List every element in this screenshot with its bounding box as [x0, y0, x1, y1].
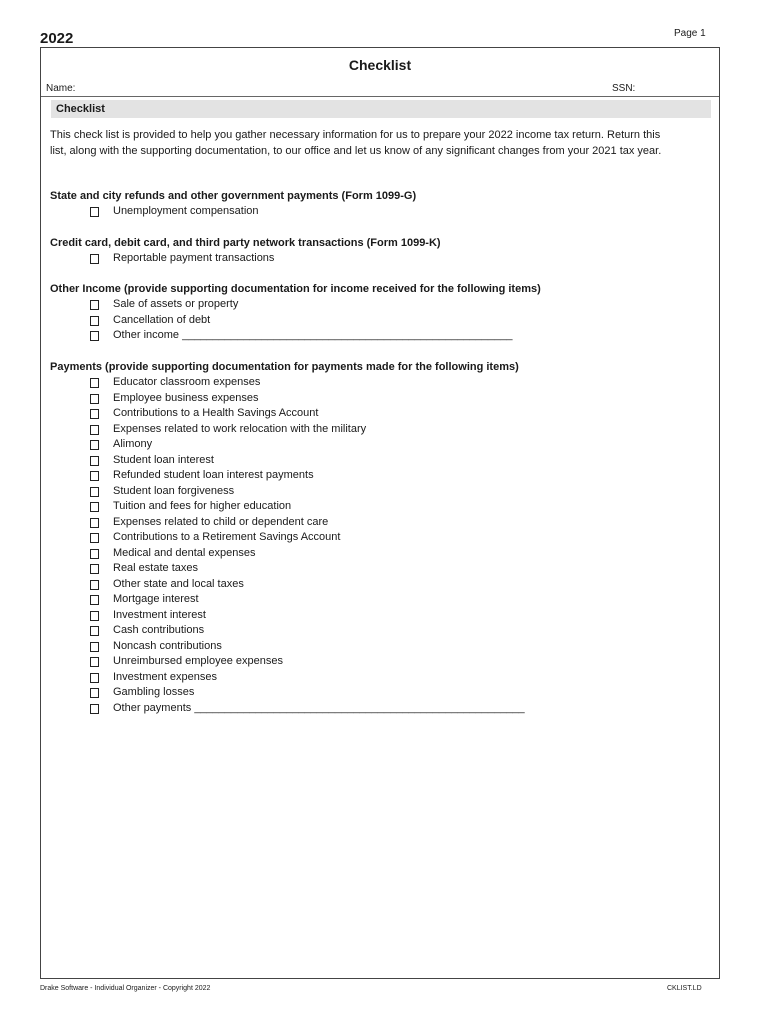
item-label: Expenses related to child or dependent care: [113, 515, 329, 528]
item-label: Medical and dental expenses: [113, 546, 256, 559]
checkbox[interactable]: [90, 580, 99, 590]
section-heading: Checklist: [51, 100, 711, 118]
item-label: Gambling losses: [113, 686, 195, 698]
checkbox[interactable]: [90, 518, 99, 528]
checkbox[interactable]: [90, 471, 99, 481]
checklist-item: [50, 422, 519, 438]
group-heading: Other Income (provide supporting documentation for income received for the following items): [50, 283, 541, 295]
item-label: Contributions to a Retirement Savings Account: [113, 531, 341, 543]
ssn-label: SSN:: [612, 83, 636, 94]
form-title: Checklist: [348, 57, 412, 73]
checkbox[interactable]: [90, 425, 99, 435]
year-label: 2022: [40, 30, 74, 47]
checklist-item: [50, 685, 519, 701]
checkbox[interactable]: [90, 642, 99, 652]
checkbox[interactable]: [90, 549, 99, 559]
item-label: Alimony: [113, 438, 153, 450]
item-label: Noncash contributions: [113, 639, 222, 652]
checkbox[interactable]: [90, 595, 99, 605]
item-label: Expenses related to work relocation with the military: [113, 422, 367, 435]
checkbox[interactable]: [90, 394, 99, 404]
checklist-item: [50, 608, 519, 624]
checkbox[interactable]: [90, 502, 99, 512]
checklist-item: [50, 701, 525, 717]
checklist-item: [50, 670, 519, 686]
checklist-item: [50, 561, 519, 577]
item-label: Mortgage interest: [113, 593, 199, 605]
checklist-item: [50, 530, 519, 546]
group-heading: Credit card, debit card, and third party network transactions (Form 1099-K): [50, 237, 441, 249]
checkbox[interactable]: [90, 611, 99, 621]
checkbox[interactable]: [90, 409, 99, 419]
item-label: Sale of assets or property: [113, 298, 239, 310]
item-label: Other payments ______________________________________________________: [113, 701, 525, 714]
checklist-item: [50, 577, 519, 593]
checkbox[interactable]: [90, 533, 99, 543]
checkbox[interactable]: [90, 378, 99, 388]
checkbox[interactable]: [90, 254, 99, 264]
checkbox[interactable]: [90, 564, 99, 574]
checklist-item: [50, 406, 519, 422]
checklist-item: [50, 499, 519, 515]
item-label: Real estate taxes: [113, 562, 198, 574]
checklist-item: [50, 639, 519, 655]
group-1099-g: [50, 188, 416, 220]
checkbox[interactable]: [90, 331, 99, 341]
group-1099-k: [50, 235, 441, 267]
checkbox[interactable]: [90, 207, 99, 217]
footer-copyright: Drake Software - Individual Organizer - Copyright 2022: [40, 985, 211, 992]
checklist-item: [50, 313, 541, 329]
checkbox[interactable]: [90, 688, 99, 698]
checklist-item: [50, 375, 519, 391]
checklist-item: [50, 623, 519, 639]
item-label: Cancellation of debt: [113, 313, 211, 326]
item-label: Contributions to a Health Savings Account: [113, 407, 319, 419]
checklist-item: [50, 437, 519, 453]
checkbox[interactable]: [90, 626, 99, 636]
name-label: Name:: [46, 83, 76, 94]
checkbox[interactable]: [90, 300, 99, 310]
item-label: Refunded student loan interest payments: [113, 469, 314, 481]
item-label: Student loan forgiveness: [113, 484, 235, 497]
checkbox[interactable]: [90, 456, 99, 466]
checklist-item: [50, 654, 519, 670]
checklist-item: [50, 297, 541, 313]
checklist-item: [50, 515, 519, 531]
item-label: Student loan interest: [113, 453, 214, 466]
item-label: Investment interest: [113, 608, 206, 621]
checklist-item: [50, 592, 519, 608]
checklist-item: [50, 391, 519, 407]
page-number: Page 1: [674, 28, 706, 39]
group-payments: [50, 359, 525, 716]
checkbox[interactable]: [90, 487, 99, 497]
item-label: Cash contributions: [113, 624, 205, 636]
item-label: Tuition and fees for higher education: [113, 500, 292, 512]
checklist-item: [50, 328, 541, 344]
item-label: Unreimbursed employee expenses: [113, 655, 283, 667]
checklist-item: [50, 484, 519, 500]
item-label: Unemployment compensation: [113, 205, 259, 217]
checkbox[interactable]: [90, 704, 99, 714]
group-heading: Payments (provide supporting documentation for payments made for the following items): [50, 361, 519, 373]
group-heading: State and city refunds and other government payments (Form 1099-G): [50, 190, 417, 202]
item-label: Employee business expenses: [113, 391, 259, 404]
checklist-item: [50, 468, 519, 484]
checklist-item: [50, 204, 416, 220]
checklist-item: [50, 251, 441, 267]
checkbox[interactable]: [90, 673, 99, 683]
item-label: Other income ______________________________________________________: [113, 329, 513, 341]
checklist-item: [50, 453, 519, 469]
checkbox[interactable]: [90, 316, 99, 326]
name-ssn-row: [41, 82, 719, 97]
item-label: Educator classroom expenses: [113, 376, 261, 388]
item-label: Investment expenses: [113, 670, 217, 683]
group-other-income: [50, 281, 541, 344]
checkbox[interactable]: [90, 440, 99, 450]
item-label: Other state and local taxes: [113, 577, 244, 590]
item-label: Reportable payment transactions: [113, 252, 275, 264]
checklist-item: [50, 546, 519, 562]
intro-text: This check list is provided to help you gather necessary information for us to prepare your 2022 income tax return. Return this list, along with the supporting documentation, to our office and let us know of any significant changes from your 2021 tax year.: [50, 129, 662, 157]
checkbox[interactable]: [90, 657, 99, 667]
footer-form-code: CKLIST.LD: [667, 985, 702, 992]
checklist-form: [40, 47, 720, 979]
